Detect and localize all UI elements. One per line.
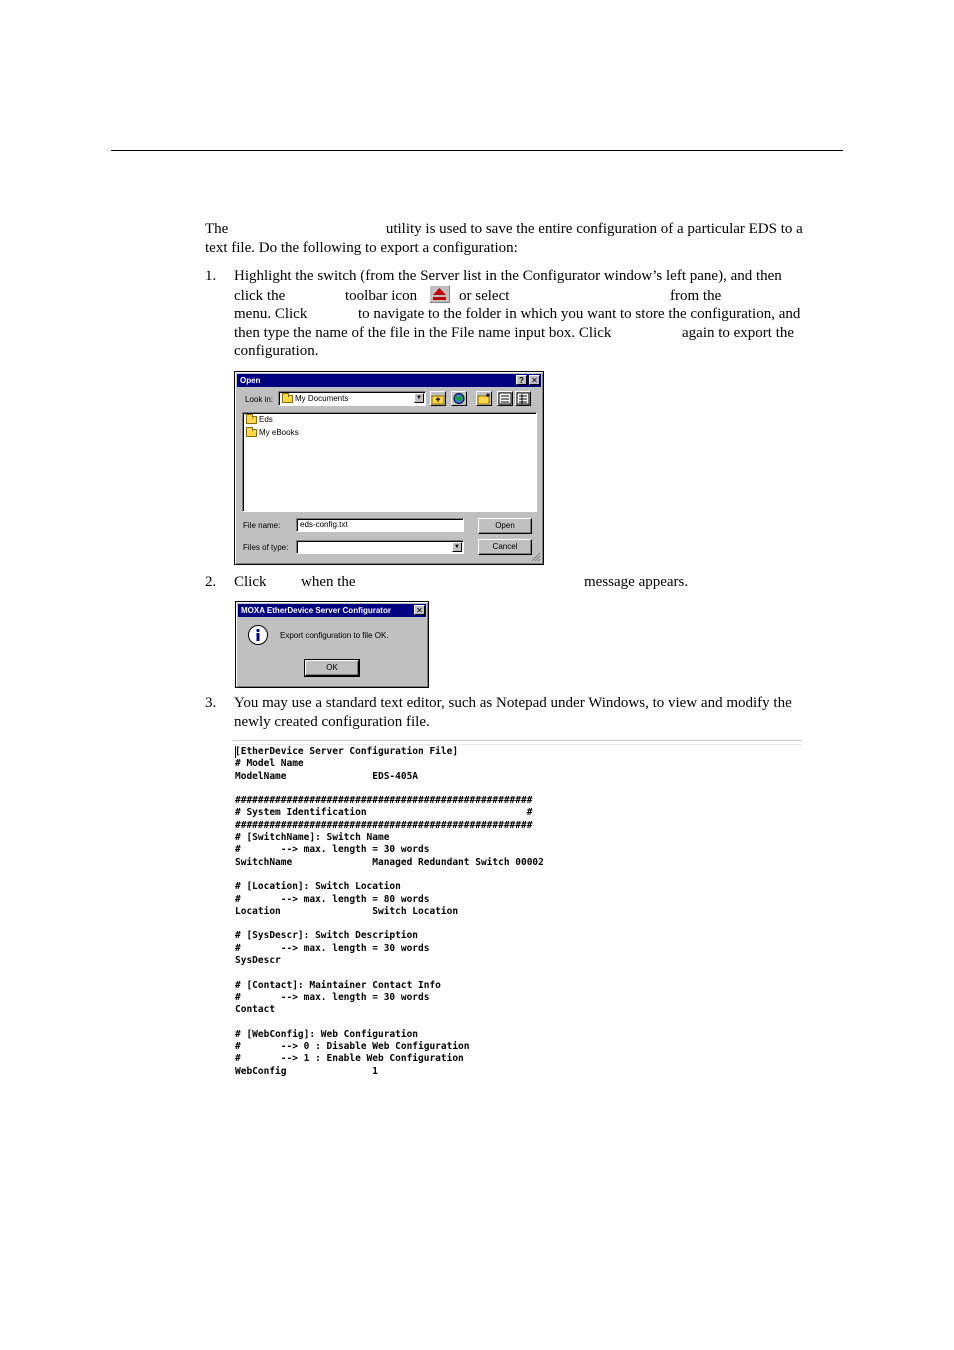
step-1-from-the: from the <box>670 288 722 304</box>
files-of-type-label: Files of type: <box>243 543 289 552</box>
config-line <box>235 1017 544 1029</box>
list-view-icon <box>498 392 512 405</box>
intro-line-1 <box>205 220 803 239</box>
config-line: SysDescr <box>235 955 281 967</box>
list-view-button[interactable] <box>497 391 513 406</box>
step-1-line-4a: then type the name of the file in the File name input box. Click <box>234 325 612 341</box>
header-rule <box>111 150 843 151</box>
config-line: #################################################### <box>235 819 533 831</box>
step-1-line-5: configuration. <box>234 343 319 359</box>
config-line: ModelName EDS-405A <box>235 770 419 782</box>
text-editor-top-edge <box>233 740 802 745</box>
step-1-line-1: Highlight the switch (from the Server list in the Configurator window’s left pane), and then <box>234 268 782 284</box>
message-text: Export configuration to file OK. <box>280 631 389 640</box>
config-line: # --> 0 : Disable Web Configuration <box>235 1041 470 1053</box>
chevron-down-icon[interactable]: ▼ <box>414 393 424 403</box>
step-1-line-3a: menu. Click <box>234 306 308 322</box>
list-item[interactable]: Eds <box>246 415 273 425</box>
step-1-line-2: click the <box>234 288 286 304</box>
config-line: WebConfig 1 <box>235 1065 378 1077</box>
look-in-value: My Documents <box>295 394 349 403</box>
look-in-select[interactable] <box>278 391 426 406</box>
config-line: # Model Name <box>235 758 304 770</box>
list-item[interactable]: My eBooks <box>246 428 299 438</box>
config-line <box>235 869 544 881</box>
close-button[interactable]: ✕ <box>414 605 425 615</box>
up-folder-icon <box>431 392 445 405</box>
eject-icon <box>430 286 449 302</box>
intro-word-the: The <box>205 221 229 237</box>
step-1-number: 1. <box>205 268 217 284</box>
desktop-button[interactable] <box>451 391 467 406</box>
config-line: Location Switch Location <box>235 905 459 917</box>
message-dialog-title: MOXA EtherDevice Server Configurator <box>241 606 391 615</box>
chevron-down-icon[interactable]: ▼ <box>452 542 462 552</box>
config-line: # [Location]: Switch Location <box>235 881 401 893</box>
step-1-line-4b: again to export the <box>682 325 795 341</box>
config-line: Contact <box>235 1004 276 1016</box>
step-3-line-2: newly created configuration file. <box>234 714 430 730</box>
config-line: # [SysDescr]: Switch Description <box>235 930 419 942</box>
step-2-click: Click <box>234 574 267 590</box>
new-folder-icon <box>477 392 491 405</box>
config-line <box>235 967 544 979</box>
config-line <box>235 783 544 795</box>
desktop-icon <box>452 392 466 405</box>
folder-icon <box>246 429 257 437</box>
step-2-when-the: when the <box>301 574 356 590</box>
step-1-toolbar-text: toolbar icon <box>345 288 418 304</box>
config-line: # [SwitchName]: Switch Name <box>235 832 390 844</box>
config-line: # --> 1 : Enable Web Configuration <box>235 1053 464 1065</box>
export-toolbar-icon[interactable] <box>429 285 450 303</box>
step-1-line-3b: to navigate to the folder in which you want to store the configuration, and <box>358 306 801 322</box>
config-line: # --> max. length = 80 words <box>235 893 430 905</box>
open-dialog <box>234 371 544 565</box>
details-view-icon <box>516 392 530 405</box>
open-dialog-title: Open <box>240 376 261 385</box>
config-line: # --> max. length = 30 words <box>235 942 430 954</box>
config-file-content[interactable] <box>235 746 544 1078</box>
config-line: # System Identification # <box>235 807 533 819</box>
file-list[interactable] <box>242 412 537 512</box>
step-3-line-1: You may use a standard text editor, such as Notepad under Windows, to view and modify the <box>234 695 792 711</box>
look-in-label: Look in: <box>245 395 274 404</box>
close-button[interactable]: ✕ <box>529 375 540 385</box>
open-dialog-titlebar <box>237 374 541 387</box>
new-folder-button[interactable] <box>476 391 492 406</box>
config-line: SwitchName Managed Redundant Switch 00002 <box>235 856 544 868</box>
info-icon <box>247 624 269 646</box>
file-name-input[interactable] <box>296 518 464 532</box>
file-name-value: eds-config.txt <box>300 520 348 529</box>
resize-grip-icon[interactable] <box>531 552 541 562</box>
step-3-number: 3. <box>205 695 217 711</box>
message-dialog-titlebar <box>238 604 426 617</box>
ok-button[interactable]: OK <box>305 660 359 676</box>
message-dialog <box>235 601 429 688</box>
files-of-type-select[interactable] <box>296 540 464 554</box>
folder-icon <box>246 416 257 424</box>
config-line: #################################################### <box>235 795 533 807</box>
step-2-number: 2. <box>205 574 217 590</box>
folder-icon <box>282 395 293 403</box>
cancel-button[interactable]: Cancel <box>478 539 532 555</box>
step-1-or-select: or select <box>459 288 510 304</box>
step-2-message-appears: message appears. <box>584 574 689 590</box>
config-line: # --> max. length = 30 words <box>235 844 430 856</box>
file-name-label: File name: <box>243 521 281 530</box>
details-view-button[interactable] <box>515 391 531 406</box>
help-button[interactable]: ? <box>516 375 527 385</box>
intro-text: utility is used to save the entire configuration of a particular EDS to a <box>385 221 803 237</box>
config-line: # [Contact]: Maintainer Contact Info <box>235 979 441 991</box>
intro-line-2: text file. Do the following to export a configuration: <box>205 240 518 256</box>
open-button[interactable]: Open <box>478 518 532 534</box>
config-line: # [WebConfig]: Web Configuration <box>235 1028 419 1040</box>
config-line: [EtherDevice Server Configuration File] <box>235 746 459 757</box>
config-line <box>235 918 544 930</box>
config-line: # --> max. length = 30 words <box>235 991 430 1003</box>
up-one-level-button[interactable] <box>430 391 446 406</box>
